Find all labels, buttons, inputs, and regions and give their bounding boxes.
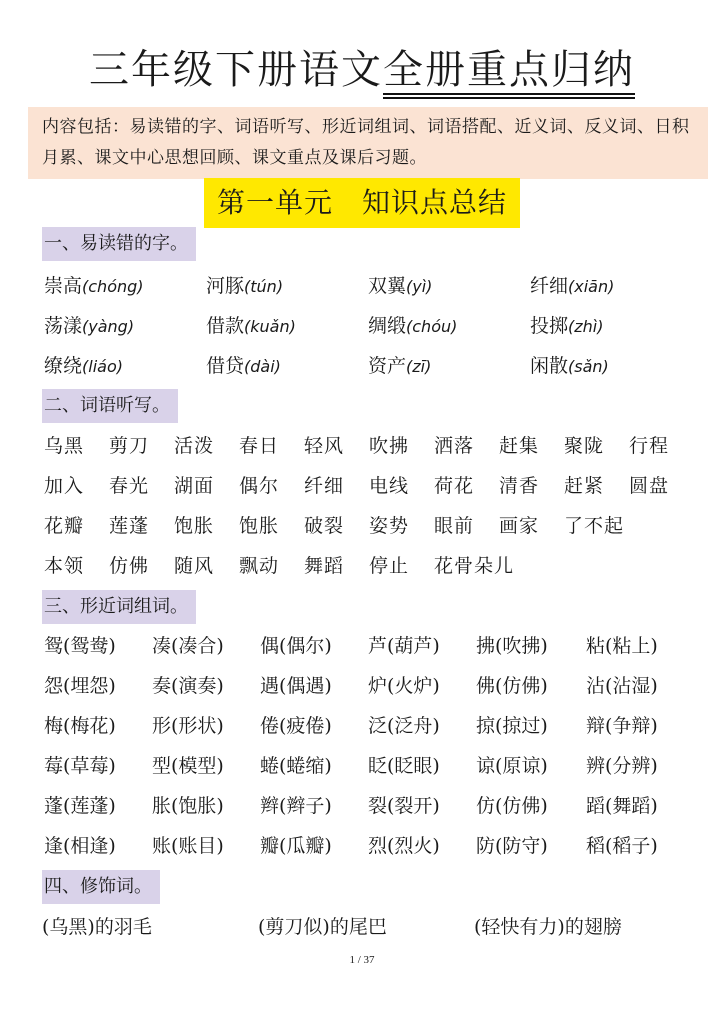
dictation-word: 行程 — [629, 435, 670, 457]
dictation-word: 圆盘 — [629, 475, 670, 497]
similar-char-item: 拂(吹拂) — [476, 635, 548, 657]
modifier-phrase: (乌黑)的羽毛 — [42, 916, 152, 938]
dictation-word: 飘动 — [239, 555, 280, 577]
similar-char-item: 偶(偶尔) — [260, 635, 332, 657]
dictation-word: 聚陇 — [564, 435, 605, 457]
dictation-word: 本领 — [44, 555, 85, 577]
pinyin-item — [530, 312, 603, 341]
dictation-word: 停止 — [369, 555, 410, 577]
similar-char-item: 倦(疲倦) — [260, 715, 332, 737]
dictation-word: 破裂 — [304, 515, 345, 537]
pinyin-item — [44, 312, 134, 341]
pinyin-word: 崇高 — [44, 275, 83, 297]
pinyin-word: 河豚 — [206, 275, 245, 297]
pinyin-reading: (xiān) — [568, 277, 615, 296]
pinyin-reading: (tún) — [244, 277, 284, 296]
similar-char-item: 谅(原谅) — [476, 755, 548, 777]
similar-char-item: 炉(火炉) — [368, 675, 440, 697]
pinyin-item — [368, 352, 431, 381]
dictation-word: 荷花 — [434, 475, 475, 497]
dictation-word: 花瓣 — [44, 515, 85, 537]
similar-char-item: 稻(稻子) — [586, 835, 658, 857]
dictation-word: 春日 — [239, 435, 280, 457]
similar-char-item: 辩(争辩) — [586, 715, 658, 737]
modifier-phrase: (轻快有力)的翅膀 — [474, 916, 622, 938]
pinyin-word: 纤细 — [530, 275, 569, 297]
similar-char-item: 裂(裂开) — [368, 795, 440, 817]
similar-char-item: 蓬(莲蓬) — [44, 795, 116, 817]
similar-char-item: 防(防守) — [476, 835, 548, 857]
similar-char-item: 辨(分辨) — [586, 755, 658, 777]
pinyin-word: 投掷 — [530, 315, 569, 337]
pinyin-reading: (kuǎn) — [244, 317, 296, 336]
dictation-word: 赶集 — [499, 435, 540, 457]
pinyin-reading: (chóng) — [82, 277, 144, 296]
pinyin-item — [368, 272, 432, 301]
pinyin-word: 资产 — [368, 355, 407, 377]
similar-char-item: 型(模型) — [152, 755, 224, 777]
pinyin-word: 绸缎 — [368, 315, 407, 337]
section-heading-modifiers: 四、修饰词。 — [42, 870, 160, 904]
dictation-word: 赶紧 — [564, 475, 605, 497]
dictation-word: 加入 — [44, 475, 85, 497]
page-number: 1 / 37 — [349, 954, 375, 966]
similar-char-item: 沾(沾湿) — [586, 675, 658, 697]
dictation-word: 饱胀 — [239, 515, 280, 537]
title-part-1: 三年级下册语文 — [89, 47, 383, 93]
page-title — [0, 40, 724, 100]
dictation-word: 随风 — [174, 555, 215, 577]
similar-char-item: 怨(埋怨) — [44, 675, 116, 697]
title-part-2: 全册重点归纳 — [383, 47, 635, 99]
pinyin-reading: (yì) — [406, 277, 433, 296]
dictation-word: 春光 — [109, 475, 150, 497]
dictation-word: 眼前 — [434, 515, 475, 537]
dictation-word: 饱胀 — [174, 515, 215, 537]
pinyin-item — [44, 272, 144, 301]
similar-char-item: 辫(辫子) — [260, 795, 332, 817]
dictation-word: 舞蹈 — [304, 555, 345, 577]
similar-char-item: 形(形状) — [152, 715, 224, 737]
similar-char-item: 鸳(鸳鸯) — [44, 635, 116, 657]
dictation-word: 清香 — [499, 475, 540, 497]
dictation-word: 仿佛 — [109, 555, 150, 577]
similar-char-item: 粘(粘上) — [586, 635, 658, 657]
dictation-word: 吹拂 — [369, 435, 410, 457]
similar-char-item: 芦(葫芦) — [368, 635, 440, 657]
dictation-word: 纤细 — [304, 475, 345, 497]
dictation-word: 画家 — [499, 515, 540, 537]
dictation-word: 湖面 — [174, 475, 215, 497]
dictation-word: 轻风 — [304, 435, 345, 457]
intro-box: 内容包括：易读错的字、词语听写、形近词组词、词语搭配、近义词、反义词、日积月累、课文中心思想回顾、课文重点及课后习题。 — [28, 107, 708, 179]
pinyin-reading: (liáo) — [82, 357, 123, 376]
pinyin-reading: (zī) — [406, 357, 432, 376]
similar-char-item: 烈(烈火) — [368, 835, 440, 857]
pinyin-item — [206, 272, 283, 301]
similar-char-item: 莓(草莓) — [44, 755, 116, 777]
pinyin-item — [44, 352, 123, 381]
section-heading-dictation: 二、词语听写。 — [42, 389, 178, 423]
section-heading-pronunciation: 一、易读错的字。 — [42, 227, 196, 261]
similar-char-item: 胀(饱胀) — [152, 795, 224, 817]
modifier-phrase: (剪刀似)的尾巴 — [258, 916, 387, 938]
section-heading-similar-chars: 三、形近词组词。 — [42, 590, 196, 624]
pinyin-item — [206, 352, 281, 381]
similar-char-item: 梅(梅花) — [44, 715, 116, 737]
pinyin-reading: (zhì) — [568, 317, 604, 336]
similar-char-item: 蹈(舞蹈) — [586, 795, 658, 817]
pinyin-word: 借贷 — [206, 355, 245, 377]
similar-char-item: 掠(掠过) — [476, 715, 548, 737]
similar-char-item: 仿(仿佛) — [476, 795, 548, 817]
pinyin-reading: (sǎn) — [568, 357, 609, 376]
dictation-word: 姿势 — [369, 515, 410, 537]
similar-char-item: 奏(演奏) — [152, 675, 224, 697]
pinyin-word: 借款 — [206, 315, 245, 337]
pinyin-item — [530, 352, 609, 381]
similar-char-item: 瓣(瓜瓣) — [260, 835, 332, 857]
similar-char-item: 凑(凑合) — [152, 635, 224, 657]
pinyin-item — [530, 272, 614, 301]
similar-char-item: 眨(眨眼) — [368, 755, 440, 777]
pinyin-item — [206, 312, 296, 341]
pinyin-reading: (chóu) — [406, 317, 458, 336]
dictation-word: 活泼 — [174, 435, 215, 457]
similar-char-item: 泛(泛舟) — [368, 715, 440, 737]
dictation-word: 了不起 — [564, 515, 625, 537]
dictation-word: 剪刀 — [109, 435, 150, 457]
pinyin-item — [368, 312, 457, 341]
dictation-word: 洒落 — [434, 435, 475, 457]
similar-char-item: 账(账目) — [152, 835, 224, 857]
dictation-word: 花骨朵儿 — [434, 555, 515, 577]
similar-char-item: 遇(偶遇) — [260, 675, 332, 697]
similar-char-item: 逢(相逢) — [44, 835, 116, 857]
pinyin-word: 闲散 — [530, 355, 569, 377]
pinyin-reading: (dài) — [244, 357, 281, 376]
dictation-word: 莲蓬 — [109, 515, 150, 537]
dictation-word: 偶尔 — [239, 475, 280, 497]
similar-char-item: 蜷(蜷缩) — [260, 755, 332, 777]
unit-banner: 第一单元 知识点总结 — [204, 178, 520, 228]
pinyin-reading: (yàng) — [82, 317, 135, 336]
dictation-word: 乌黑 — [44, 435, 85, 457]
pinyin-word: 荡漾 — [44, 315, 83, 337]
pinyin-word: 缭绕 — [44, 355, 83, 377]
dictation-word: 电线 — [369, 475, 410, 497]
similar-char-item: 佛(仿佛) — [476, 675, 548, 697]
pinyin-word: 双翼 — [368, 275, 407, 297]
